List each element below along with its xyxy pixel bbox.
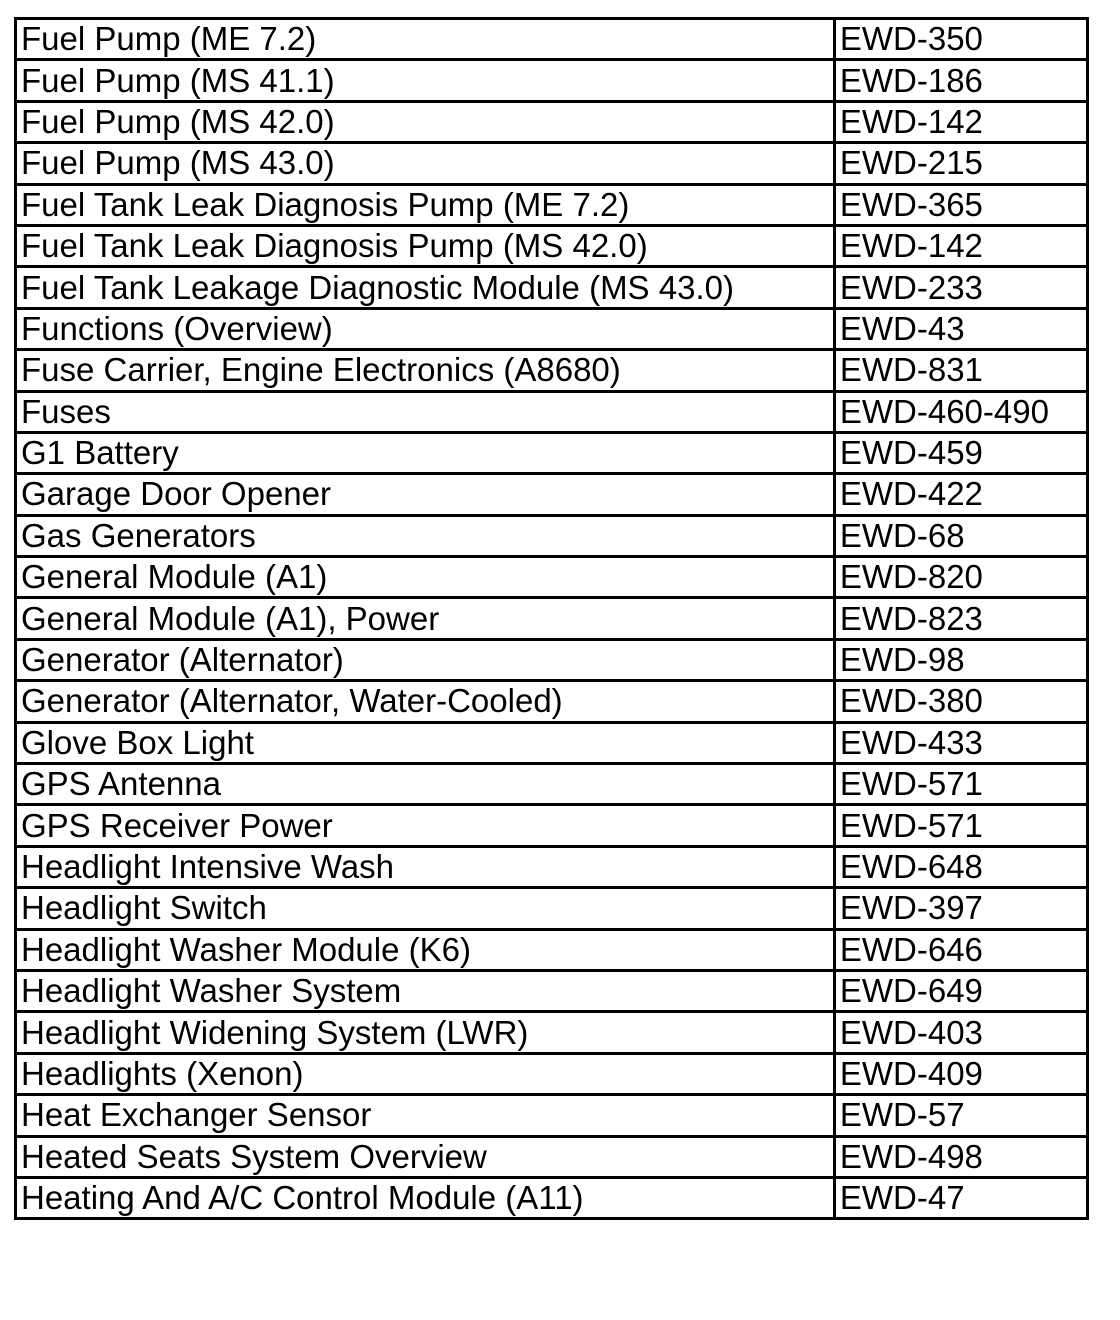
table-row — [16, 1095, 1088, 1136]
topic-cell: Heating And A/C Control Module (A11) — [16, 1177, 835, 1218]
diagram-reference-cell: EWD-142 — [834, 101, 1087, 142]
topic-cell: Headlight Washer System — [16, 970, 835, 1011]
table-row — [16, 432, 1088, 473]
diagram-reference-cell: EWD-47 — [834, 1177, 1087, 1218]
diagram-reference-cell: EWD-433 — [834, 722, 1087, 763]
table-row — [16, 1012, 1088, 1053]
diagram-reference-cell: EWD-571 — [834, 764, 1087, 805]
diagram-reference-cell: EWD-215 — [834, 143, 1087, 184]
diagram-reference-cell: EWD-43 — [834, 308, 1087, 349]
topic-cell: General Module (A1), Power — [16, 598, 835, 639]
topic-cell: Glove Box Light — [16, 722, 835, 763]
topic-cell: Headlights (Xenon) — [16, 1053, 835, 1094]
diagram-reference-cell: EWD-403 — [834, 1012, 1087, 1053]
table-row — [16, 391, 1088, 432]
table-row — [16, 101, 1088, 142]
table-row — [16, 474, 1088, 515]
table-row — [16, 143, 1088, 184]
diagram-reference-cell: EWD-422 — [834, 474, 1087, 515]
topic-cell: Fuel Pump (ME 7.2) — [16, 19, 835, 60]
diagram-reference-cell: EWD-459 — [834, 432, 1087, 473]
topic-cell: Fuel Tank Leakage Diagnostic Module (MS 43.0) — [16, 267, 835, 308]
topic-cell: Generator (Alternator, Water-Cooled) — [16, 681, 835, 722]
table-row — [16, 929, 1088, 970]
diagram-reference-cell: EWD-646 — [834, 929, 1087, 970]
topic-cell: Headlight Switch — [16, 888, 835, 929]
diagram-reference-cell: EWD-823 — [834, 598, 1087, 639]
table-row — [16, 19, 1088, 60]
table-row — [16, 970, 1088, 1011]
topic-cell: General Module (A1) — [16, 557, 835, 598]
topic-cell: Heated Seats System Overview — [16, 1136, 835, 1177]
table-row — [16, 60, 1088, 101]
table-row — [16, 846, 1088, 887]
table-row — [16, 1053, 1088, 1094]
diagram-reference-cell: EWD-68 — [834, 515, 1087, 556]
topic-cell: GPS Receiver Power — [16, 805, 835, 846]
diagram-reference-cell: EWD-380 — [834, 681, 1087, 722]
diagram-reference-cell: EWD-233 — [834, 267, 1087, 308]
index-table-body — [16, 19, 1088, 1219]
table-row — [16, 515, 1088, 556]
diagram-reference-cell: EWD-820 — [834, 557, 1087, 598]
diagram-reference-cell: EWD-649 — [834, 970, 1087, 1011]
table-row — [16, 1177, 1088, 1218]
wiring-diagram-index-table — [14, 17, 1089, 1220]
diagram-reference-cell: EWD-831 — [834, 350, 1087, 391]
diagram-reference-cell: EWD-186 — [834, 60, 1087, 101]
topic-cell: Headlight Washer Module (K6) — [16, 929, 835, 970]
topic-cell: Fuses — [16, 391, 835, 432]
table-row — [16, 350, 1088, 391]
topic-cell: Fuel Pump (MS 43.0) — [16, 143, 835, 184]
diagram-reference-cell: EWD-648 — [834, 846, 1087, 887]
diagram-reference-cell: EWD-498 — [834, 1136, 1087, 1177]
topic-cell: Fuse Carrier, Engine Electronics (A8680) — [16, 350, 835, 391]
diagram-reference-cell: EWD-365 — [834, 184, 1087, 225]
table-row — [16, 184, 1088, 225]
diagram-reference-cell: EWD-409 — [834, 1053, 1087, 1094]
diagram-reference-cell: EWD-142 — [834, 225, 1087, 266]
table-row — [16, 888, 1088, 929]
diagram-reference-cell: EWD-397 — [834, 888, 1087, 929]
topic-cell: Headlight Widening System (LWR) — [16, 1012, 835, 1053]
table-row — [16, 764, 1088, 805]
diagram-reference-cell: EWD-57 — [834, 1095, 1087, 1136]
topic-cell: G1 Battery — [16, 432, 835, 473]
topic-cell: Fuel Tank Leak Diagnosis Pump (ME 7.2) — [16, 184, 835, 225]
topic-cell: Fuel Pump (MS 41.1) — [16, 60, 835, 101]
diagram-reference-cell: EWD-460-490 — [834, 391, 1087, 432]
topic-cell: Fuel Pump (MS 42.0) — [16, 101, 835, 142]
diagram-reference-cell: EWD-571 — [834, 805, 1087, 846]
topic-cell: Gas Generators — [16, 515, 835, 556]
topic-cell: Fuel Tank Leak Diagnosis Pump (MS 42.0) — [16, 225, 835, 266]
table-row — [16, 557, 1088, 598]
topic-cell: Heat Exchanger Sensor — [16, 1095, 835, 1136]
diagram-reference-cell: EWD-350 — [834, 19, 1087, 60]
topic-cell: Generator (Alternator) — [16, 639, 835, 680]
diagram-reference-cell: EWD-98 — [834, 639, 1087, 680]
table-row — [16, 267, 1088, 308]
table-row — [16, 639, 1088, 680]
table-row — [16, 805, 1088, 846]
table-row — [16, 681, 1088, 722]
topic-cell: Garage Door Opener — [16, 474, 835, 515]
table-row — [16, 598, 1088, 639]
table-row — [16, 225, 1088, 266]
topic-cell: Headlight Intensive Wash — [16, 846, 835, 887]
table-row — [16, 308, 1088, 349]
table-row — [16, 1136, 1088, 1177]
topic-cell: GPS Antenna — [16, 764, 835, 805]
table-row — [16, 722, 1088, 763]
topic-cell: Functions (Overview) — [16, 308, 835, 349]
